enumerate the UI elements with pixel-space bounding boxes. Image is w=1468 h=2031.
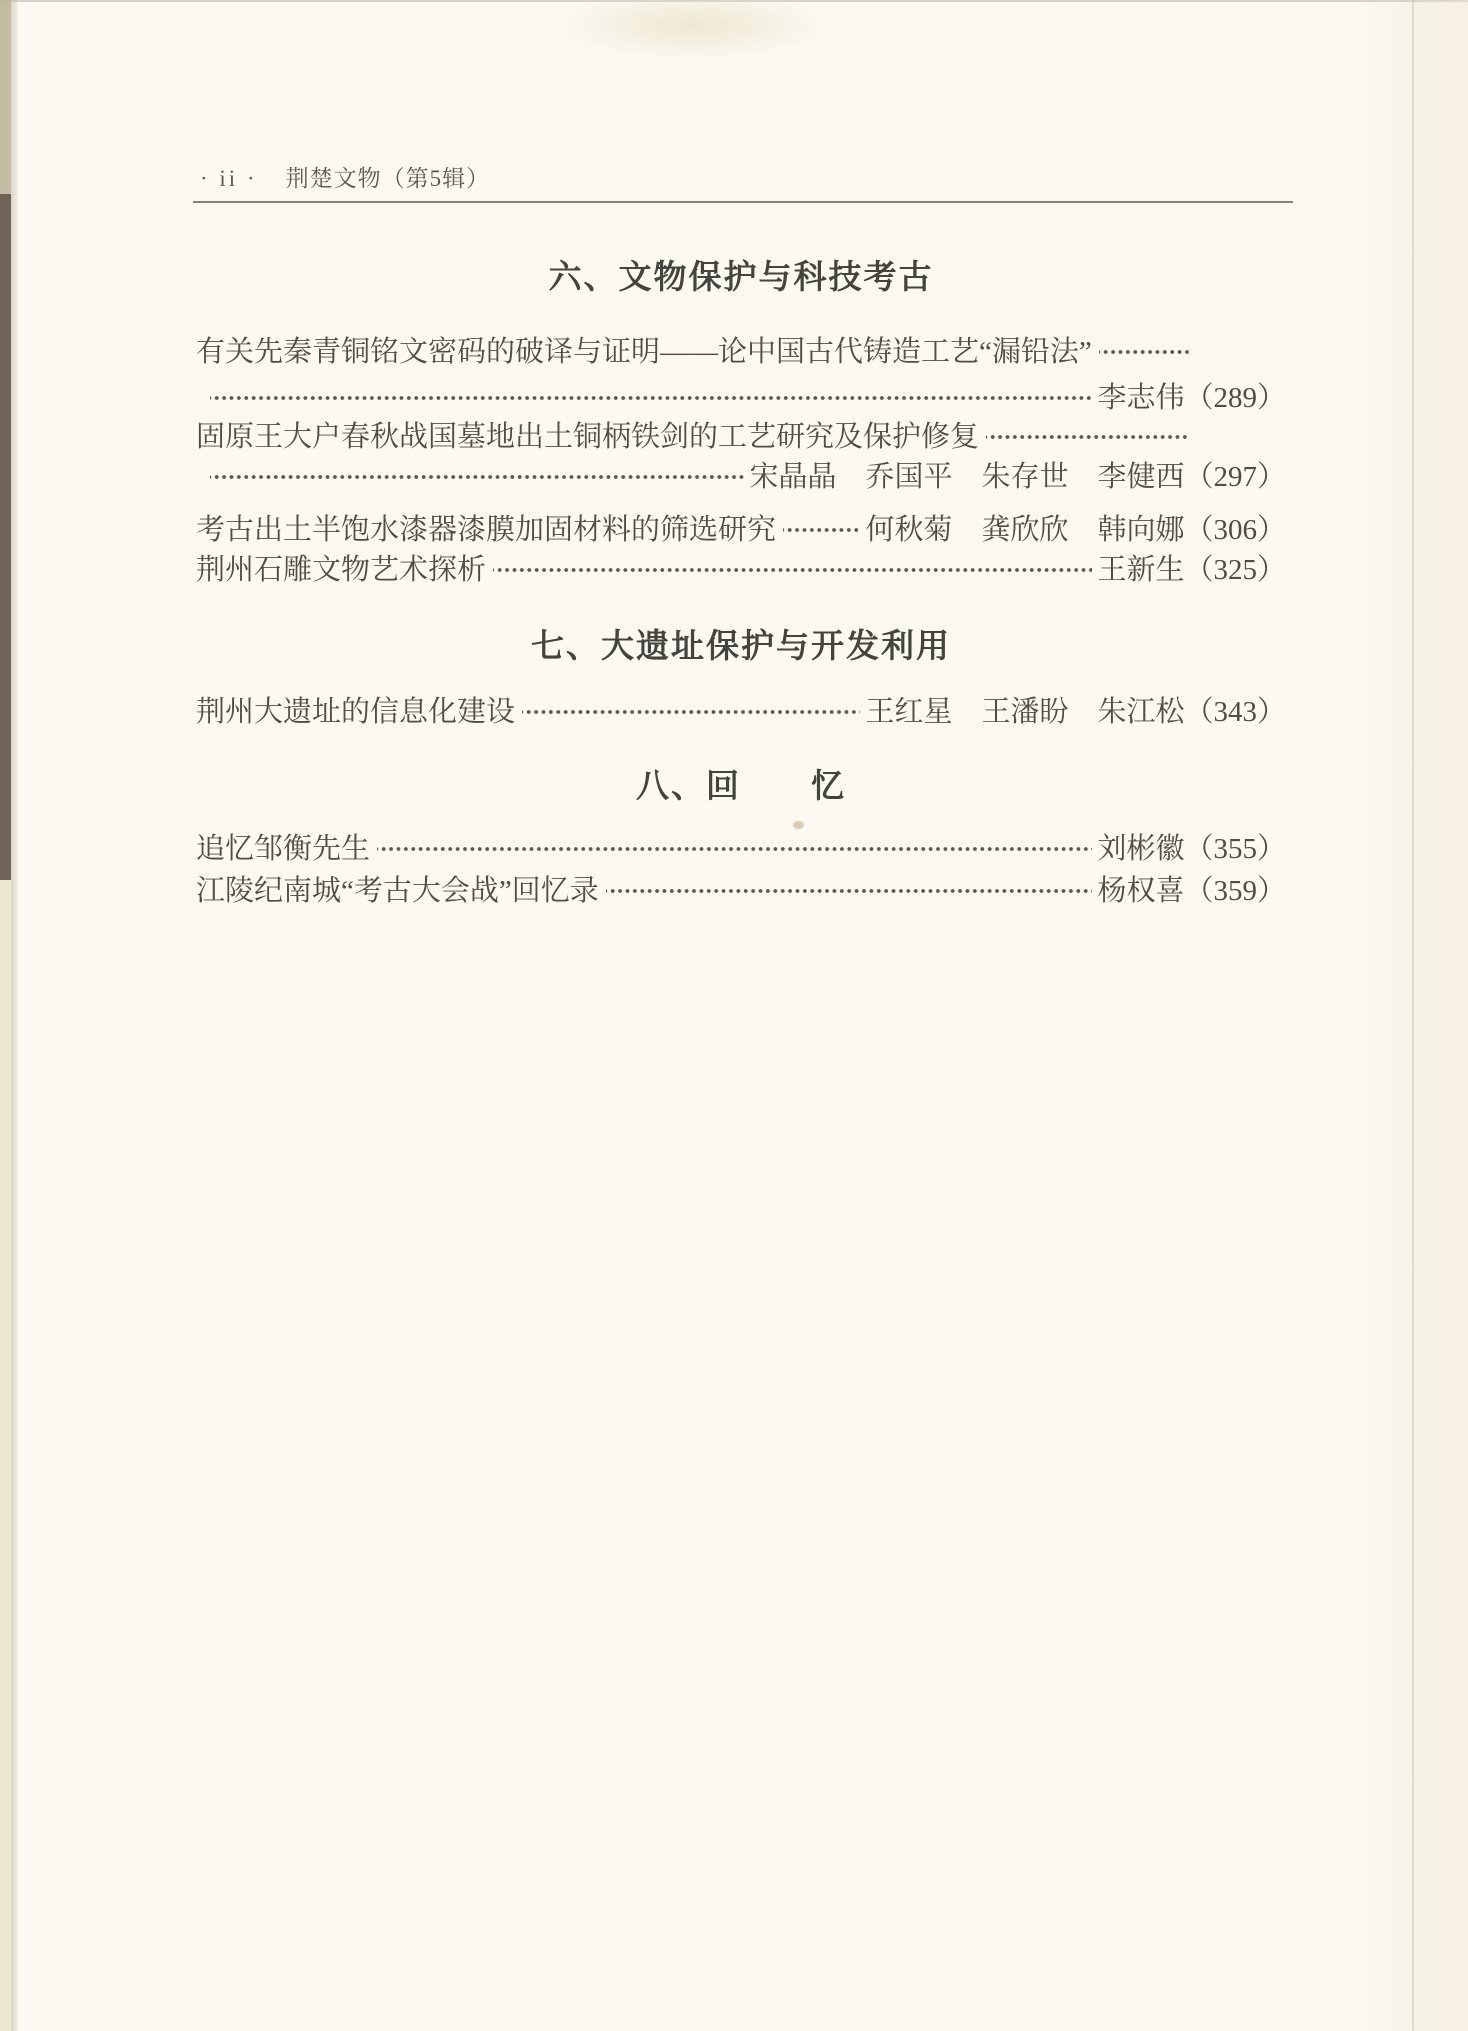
entry-page-number: （343） xyxy=(1184,696,1286,728)
toc-page-content xyxy=(196,0,1286,2031)
toc-entry-title-line xyxy=(196,334,1286,370)
toc-entry-title-line xyxy=(196,419,1286,455)
dot-leader xyxy=(377,831,1092,867)
entry-title: 荆州大遗址的信息化建设 xyxy=(196,696,516,728)
entry-title: 追忆邹衡先生 xyxy=(196,833,371,865)
dot-leader xyxy=(210,459,744,495)
entry-page-number: （297） xyxy=(1184,461,1286,493)
toc-entry-continuation-line xyxy=(196,459,1286,495)
page-header xyxy=(200,164,490,194)
entry-title: 有关先秦青铜铭文密码的破译与证明——论中国古代铸造工艺“漏铅法” xyxy=(196,336,1092,368)
spine-page-gap xyxy=(11,0,18,2031)
section-heading-7: 七、大遗址保护与开发利用 xyxy=(531,627,951,664)
toc-entry xyxy=(196,873,1286,909)
section-heading-6: 六、文物保护与科技考古 xyxy=(548,258,934,295)
entry-authors: 宋晶晶 乔国平 朱存世 李健西 xyxy=(749,461,1185,493)
gutter-crease-line xyxy=(1412,0,1414,2031)
entry-title: 固原王大户春秋战国墓地出土铜柄铁剑的工艺研究及保护修复 xyxy=(196,421,980,453)
spine-segment-tan xyxy=(0,0,11,194)
book-spine-strip xyxy=(0,0,11,2031)
toc-entry xyxy=(196,831,1286,867)
entry-authors: 何秋菊 龚欣欣 韩向娜 xyxy=(865,514,1185,546)
entry-page-number: （306） xyxy=(1184,514,1286,546)
header-rule xyxy=(193,201,1293,203)
entry-authors: 王红星 王潘盼 朱江松 xyxy=(865,696,1185,728)
entry-page-number: （289） xyxy=(1184,382,1286,414)
toc-entry-continuation-line xyxy=(196,380,1286,416)
dot-leader xyxy=(606,873,1093,909)
dot-leader xyxy=(1099,334,1190,370)
spine-segment-dark xyxy=(0,194,11,880)
entry-authors: 王新生 xyxy=(1097,554,1185,586)
toc-entry xyxy=(196,552,1286,588)
entry-page-number: （359） xyxy=(1184,875,1286,907)
entry-page-number: （325） xyxy=(1184,554,1286,586)
entry-title: 考古出土半饱水漆器漆膜加固材料的筛选研究 xyxy=(196,514,777,546)
entry-title: 荆州石雕文物艺术探析 xyxy=(196,554,487,586)
toc-entry xyxy=(196,694,1286,730)
dot-leader xyxy=(493,552,1092,588)
entry-title: 江陵纪南城“考古大会战”回忆录 xyxy=(196,875,599,907)
dot-leader xyxy=(522,694,860,730)
folio-number: · ii · xyxy=(200,166,258,191)
dot-leader xyxy=(986,419,1190,455)
dot-leader xyxy=(210,380,1092,416)
section-heading-8: 八、回 忆 xyxy=(636,767,846,804)
entry-authors: 刘彬徽 xyxy=(1097,833,1185,865)
toc-entry xyxy=(196,512,1286,548)
entry-page-number: （355） xyxy=(1184,833,1286,865)
book-title: 荆楚文物（第5辑） xyxy=(285,166,491,191)
entry-authors: 李志伟 xyxy=(1097,382,1185,414)
entry-authors: 杨权喜 xyxy=(1097,875,1185,907)
dot-leader xyxy=(783,512,860,548)
spine-segment-cream xyxy=(0,880,11,2031)
